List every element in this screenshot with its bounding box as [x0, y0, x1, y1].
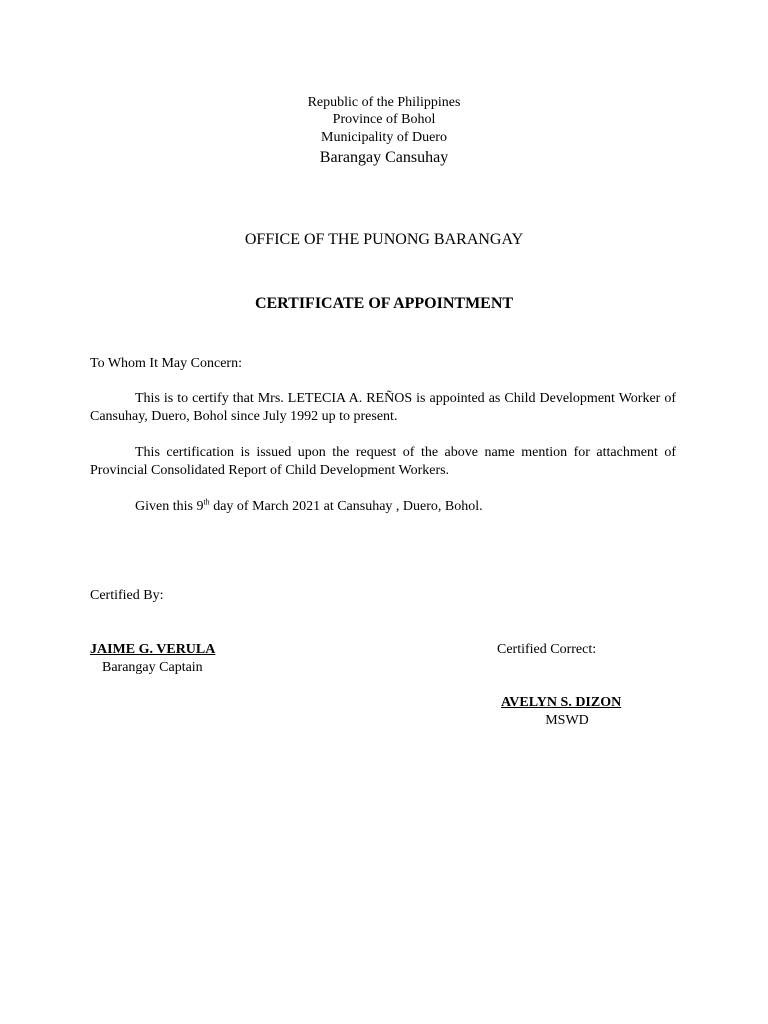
given-text-after: day of March 2021 at Cansuhay , Duero, Bohol. [209, 499, 483, 514]
header-province: Province of Bohol [332, 112, 436, 127]
given-text-sup: th [203, 497, 210, 507]
header-municipality: Municipality of Duero [321, 130, 447, 145]
paragraph-request: This certification is issued upon the request of the above name mention for attachment of Provincial Consolidated Report of Child Development Workers. [90, 445, 676, 478]
office-title: OFFICE OF THE PUNONG BARANGAY [244, 231, 524, 248]
paragraph-given [90, 498, 676, 516]
salutation: To Whom It May Concern: [90, 356, 242, 371]
signatory-captain-name: JAIME G. VERULA [90, 642, 216, 657]
certificate-title: CERTIFICATE OF APPOINTMENT [254, 295, 514, 312]
paragraph-appointment: This is to certify that Mrs. LETECIA A. REÑOS is appointed as Child Development Worker of Cansuhay, Duero, Bohol since July 1992 up to present. [90, 391, 676, 424]
signatory-mswd-name: AVELYN S. DIZON [501, 695, 622, 710]
header-republic: Republic of the Philippines [307, 95, 461, 110]
given-text-before: Given this 9 [135, 499, 204, 514]
header-barangay: Barangay Cansuhay [319, 149, 449, 166]
signatory-captain-position: Barangay Captain [102, 660, 203, 675]
signatory-mswd-position: MSWD [545, 713, 589, 728]
certified-by-label: Certified By: [90, 588, 164, 603]
certified-correct-label: Certified Correct: [497, 642, 597, 657]
